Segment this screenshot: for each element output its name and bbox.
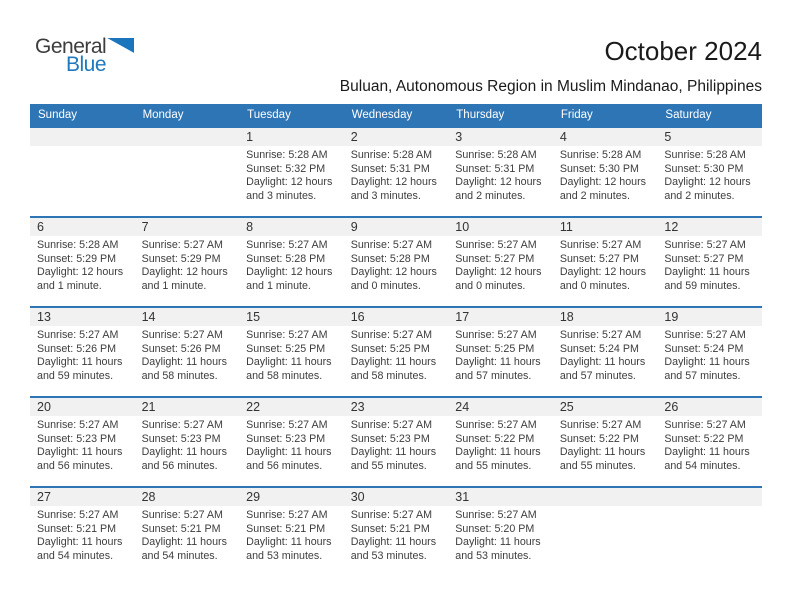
day-details	[344, 416, 449, 473]
daylight-text: Daylight: 12 hours and 3 minutes.	[246, 176, 333, 202]
day-number: 8	[239, 218, 344, 236]
day-details	[344, 506, 449, 563]
day-number: 14	[135, 308, 240, 326]
day-cell-13	[30, 308, 135, 396]
sunset-text: Sunset: 5:21 PM	[246, 522, 326, 535]
sunrise-text: Sunrise: 5:27 AM	[664, 239, 746, 251]
day-details	[553, 326, 658, 383]
daylight-text: Daylight: 11 hours and 54 minutes.	[664, 446, 750, 472]
daylight-text: Daylight: 11 hours and 57 minutes.	[455, 356, 541, 382]
day-cell-empty	[553, 488, 658, 576]
sunset-text: Sunset: 5:28 PM	[350, 252, 430, 265]
daylight-text: Daylight: 12 hours and 2 minutes.	[455, 176, 542, 202]
sunrise-text: Sunrise: 5:27 AM	[141, 239, 223, 251]
day-details	[344, 236, 449, 293]
day-number: 10	[448, 218, 553, 236]
day-cell-30	[344, 488, 449, 576]
sunset-text: Sunset: 5:25 PM	[350, 342, 430, 355]
daylight-text: Daylight: 11 hours and 59 minutes.	[664, 266, 750, 292]
sunrise-text: Sunrise: 5:27 AM	[455, 419, 537, 431]
day-details	[239, 416, 344, 473]
sunset-text: Sunset: 5:23 PM	[141, 432, 221, 445]
weekday-header-thursday: Thursday	[456, 109, 505, 121]
sunset-text: Sunset: 5:23 PM	[350, 432, 430, 445]
day-number: 29	[239, 488, 344, 506]
month-title: October 2024	[604, 36, 762, 66]
sunrise-text: Sunrise: 5:27 AM	[246, 419, 328, 431]
day-number: 19	[657, 308, 762, 326]
day-number	[657, 488, 762, 506]
logo-text-general: General	[35, 35, 107, 58]
sunrise-text: Sunrise: 5:27 AM	[559, 419, 642, 431]
sunset-text: Sunset: 5:25 PM	[246, 342, 326, 355]
title-block	[62, 0, 762, 96]
day-cell-12	[657, 218, 762, 306]
sunrise-text: Sunrise: 5:27 AM	[246, 329, 328, 341]
week-row	[30, 486, 762, 576]
sunrise-text: Sunrise: 5:27 AM	[350, 329, 433, 341]
day-cell-19	[657, 308, 762, 396]
sunset-text: Sunset: 5:32 PM	[246, 162, 326, 175]
daylight-text: Daylight: 12 hours and 2 minutes.	[559, 176, 646, 202]
sunrise-text: Sunrise: 5:27 AM	[664, 329, 746, 341]
daylight-text: Daylight: 11 hours and 58 minutes.	[141, 356, 227, 382]
daylight-text: Daylight: 12 hours and 1 minute.	[37, 266, 124, 292]
day-details	[448, 326, 553, 383]
sunrise-text: Sunrise: 5:27 AM	[559, 239, 642, 251]
day-number: 16	[344, 308, 449, 326]
day-cell-16	[344, 308, 449, 396]
day-number: 28	[135, 488, 240, 506]
sunset-text: Sunset: 5:25 PM	[455, 342, 535, 355]
day-details	[30, 506, 135, 563]
sunrise-text: Sunrise: 5:27 AM	[350, 239, 433, 251]
daylight-text: Daylight: 11 hours and 54 minutes.	[37, 536, 123, 562]
sunrise-text: Sunrise: 5:27 AM	[559, 329, 642, 341]
daylight-text: Daylight: 11 hours and 55 minutes.	[455, 446, 541, 472]
sunrise-text: Sunrise: 5:27 AM	[455, 239, 537, 251]
daylight-text: Daylight: 12 hours and 1 minute.	[246, 266, 333, 292]
daylight-text: Daylight: 11 hours and 55 minutes.	[559, 446, 646, 472]
day-details	[30, 326, 135, 383]
day-details	[553, 146, 658, 203]
weekday-header-monday: Monday	[142, 109, 184, 121]
daylight-text: Daylight: 11 hours and 56 minutes.	[141, 446, 227, 472]
day-details	[448, 506, 553, 563]
sunrise-text: Sunrise: 5:27 AM	[350, 419, 433, 431]
day-details	[657, 146, 762, 203]
day-number: 18	[553, 308, 658, 326]
daylight-text: Daylight: 11 hours and 54 minutes.	[141, 536, 227, 562]
day-cell-17	[448, 308, 553, 396]
sunset-text: Sunset: 5:21 PM	[141, 522, 221, 535]
sunset-text: Sunset: 5:20 PM	[455, 522, 535, 535]
day-details	[30, 416, 135, 473]
day-details	[135, 416, 240, 473]
day-number: 4	[553, 128, 658, 146]
week-row	[30, 216, 762, 306]
day-cell-20	[30, 398, 135, 486]
daylight-text: Daylight: 12 hours and 0 minutes.	[559, 266, 646, 292]
sunrise-text: Sunrise: 5:28 AM	[350, 149, 433, 161]
day-details	[657, 416, 762, 473]
day-cell-7	[135, 218, 240, 306]
day-cell-21	[135, 398, 240, 486]
day-details	[553, 236, 658, 293]
sunrise-text: Sunrise: 5:27 AM	[37, 329, 119, 341]
sunset-text: Sunset: 5:22 PM	[664, 432, 744, 445]
day-cell-22	[239, 398, 344, 486]
day-number: 13	[30, 308, 135, 326]
day-cell-26	[657, 398, 762, 486]
day-cell-2	[344, 128, 449, 216]
day-number: 22	[239, 398, 344, 416]
day-cell-14	[135, 308, 240, 396]
sunset-text: Sunset: 5:21 PM	[350, 522, 430, 535]
day-cell-23	[344, 398, 449, 486]
day-cell-15	[239, 308, 344, 396]
weekday-header-saturday: Saturday	[665, 109, 712, 121]
day-number: 26	[657, 398, 762, 416]
sunrise-text: Sunrise: 5:27 AM	[246, 509, 328, 521]
day-details	[30, 236, 135, 293]
day-cell-5	[657, 128, 762, 216]
day-number: 20	[30, 398, 135, 416]
week-row	[30, 306, 762, 396]
sunset-text: Sunset: 5:22 PM	[455, 432, 535, 445]
logo-text-blue: Blue	[66, 53, 107, 76]
location-subtitle: Buluan, Autonomous Region in Muslim Mindanao, Philippines	[339, 78, 762, 95]
day-cell-6	[30, 218, 135, 306]
day-details	[239, 326, 344, 383]
day-cell-18	[553, 308, 658, 396]
day-number: 27	[30, 488, 135, 506]
sunset-text: Sunset: 5:31 PM	[350, 162, 430, 175]
daylight-text: Daylight: 11 hours and 53 minutes.	[350, 536, 437, 562]
sunrise-text: Sunrise: 5:27 AM	[455, 509, 537, 521]
sunset-text: Sunset: 5:29 PM	[37, 252, 117, 265]
daylight-text: Daylight: 12 hours and 3 minutes.	[350, 176, 437, 202]
sunset-text: Sunset: 5:29 PM	[141, 252, 221, 265]
sunset-text: Sunset: 5:27 PM	[455, 252, 535, 265]
day-details	[239, 146, 344, 203]
day-details	[448, 416, 553, 473]
daylight-text: Daylight: 12 hours and 1 minute.	[141, 266, 228, 292]
week-row	[30, 396, 762, 486]
day-number: 30	[344, 488, 449, 506]
sunset-text: Sunset: 5:21 PM	[37, 522, 117, 535]
day-cell-25	[553, 398, 658, 486]
day-number: 6	[30, 218, 135, 236]
sunrise-text: Sunrise: 5:27 AM	[141, 419, 223, 431]
sunset-text: Sunset: 5:22 PM	[559, 432, 639, 445]
day-number	[553, 488, 658, 506]
day-number: 7	[135, 218, 240, 236]
sunrise-text: Sunrise: 5:27 AM	[141, 509, 223, 521]
day-number	[30, 128, 135, 146]
day-cell-empty	[30, 128, 135, 216]
day-number: 3	[448, 128, 553, 146]
weekday-header-sunday: Sunday	[38, 109, 78, 121]
weekday-header-row	[30, 104, 762, 126]
day-details	[448, 146, 553, 203]
day-details	[239, 506, 344, 563]
day-number: 2	[344, 128, 449, 146]
day-cell-1	[239, 128, 344, 216]
sunrise-text: Sunrise: 5:27 AM	[141, 329, 223, 341]
day-number	[135, 128, 240, 146]
day-number: 11	[553, 218, 658, 236]
day-number: 5	[657, 128, 762, 146]
calendar-body	[30, 126, 762, 576]
day-details	[344, 326, 449, 383]
daylight-text: Daylight: 11 hours and 57 minutes.	[664, 356, 750, 382]
daylight-text: Daylight: 11 hours and 58 minutes.	[246, 356, 332, 382]
day-number: 9	[344, 218, 449, 236]
day-number: 24	[448, 398, 553, 416]
day-details	[553, 416, 658, 473]
daylight-text: Daylight: 11 hours and 53 minutes.	[246, 536, 332, 562]
sunrise-text: Sunrise: 5:27 AM	[455, 329, 537, 341]
sunrise-text: Sunrise: 5:27 AM	[246, 239, 328, 251]
weekday-header-tuesday: Tuesday	[247, 109, 291, 121]
daylight-text: Daylight: 12 hours and 2 minutes.	[664, 176, 751, 202]
day-number: 17	[448, 308, 553, 326]
day-cell-8	[239, 218, 344, 306]
sunset-text: Sunset: 5:30 PM	[559, 162, 639, 175]
day-number: 31	[448, 488, 553, 506]
day-details	[657, 326, 762, 383]
day-cell-empty	[657, 488, 762, 576]
sunset-text: Sunset: 5:27 PM	[664, 252, 744, 265]
daylight-text: Daylight: 11 hours and 53 minutes.	[455, 536, 541, 562]
day-number: 1	[239, 128, 344, 146]
sunset-text: Sunset: 5:26 PM	[37, 342, 117, 355]
weekday-header-friday: Friday	[560, 109, 593, 121]
day-number: 12	[657, 218, 762, 236]
daylight-text: Daylight: 11 hours and 59 minutes.	[37, 356, 123, 382]
daylight-text: Daylight: 11 hours and 56 minutes.	[37, 446, 123, 472]
sunset-text: Sunset: 5:28 PM	[246, 252, 326, 265]
sunset-text: Sunset: 5:23 PM	[37, 432, 117, 445]
sunrise-text: Sunrise: 5:28 AM	[37, 239, 119, 251]
daylight-text: Daylight: 11 hours and 58 minutes.	[350, 356, 437, 382]
sunrise-text: Sunrise: 5:28 AM	[559, 149, 642, 161]
day-cell-27	[30, 488, 135, 576]
sunrise-text: Sunrise: 5:27 AM	[37, 419, 119, 431]
day-number: 25	[553, 398, 658, 416]
day-cell-3	[448, 128, 553, 216]
calendar	[30, 104, 762, 576]
sunrise-text: Sunrise: 5:28 AM	[664, 149, 746, 161]
page-header	[0, 0, 792, 100]
day-details	[448, 236, 553, 293]
day-details	[135, 326, 240, 383]
sunset-text: Sunset: 5:24 PM	[664, 342, 744, 355]
day-number: 23	[344, 398, 449, 416]
sunset-text: Sunset: 5:26 PM	[141, 342, 221, 355]
day-details	[135, 506, 240, 563]
day-details	[239, 236, 344, 293]
sunrise-text: Sunrise: 5:27 AM	[664, 419, 746, 431]
day-cell-10	[448, 218, 553, 306]
sunset-text: Sunset: 5:30 PM	[664, 162, 744, 175]
day-cell-29	[239, 488, 344, 576]
sunrise-text: Sunrise: 5:28 AM	[455, 149, 537, 161]
sunrise-text: Sunrise: 5:27 AM	[350, 509, 433, 521]
sunrise-text: Sunrise: 5:27 AM	[37, 509, 119, 521]
daylight-text: Daylight: 11 hours and 57 minutes.	[559, 356, 646, 382]
day-details	[135, 236, 240, 293]
sunset-text: Sunset: 5:27 PM	[559, 252, 639, 265]
sunset-text: Sunset: 5:31 PM	[455, 162, 535, 175]
daylight-text: Daylight: 11 hours and 56 minutes.	[246, 446, 332, 472]
day-cell-24	[448, 398, 553, 486]
weekday-header-wednesday: Wednesday	[351, 109, 413, 121]
sunrise-text: Sunrise: 5:28 AM	[246, 149, 328, 161]
day-cell-28	[135, 488, 240, 576]
week-row	[30, 126, 762, 216]
day-cell-31	[448, 488, 553, 576]
sunset-text: Sunset: 5:24 PM	[559, 342, 639, 355]
day-cell-empty	[135, 128, 240, 216]
daylight-text: Daylight: 12 hours and 0 minutes.	[350, 266, 437, 292]
day-details	[344, 146, 449, 203]
sunset-text: Sunset: 5:23 PM	[246, 432, 326, 445]
day-cell-9	[344, 218, 449, 306]
day-number: 21	[135, 398, 240, 416]
day-number: 15	[239, 308, 344, 326]
daylight-text: Daylight: 12 hours and 0 minutes.	[455, 266, 542, 292]
day-cell-4	[553, 128, 658, 216]
day-cell-11	[553, 218, 658, 306]
daylight-text: Daylight: 11 hours and 55 minutes.	[350, 446, 437, 472]
day-details	[657, 236, 762, 293]
